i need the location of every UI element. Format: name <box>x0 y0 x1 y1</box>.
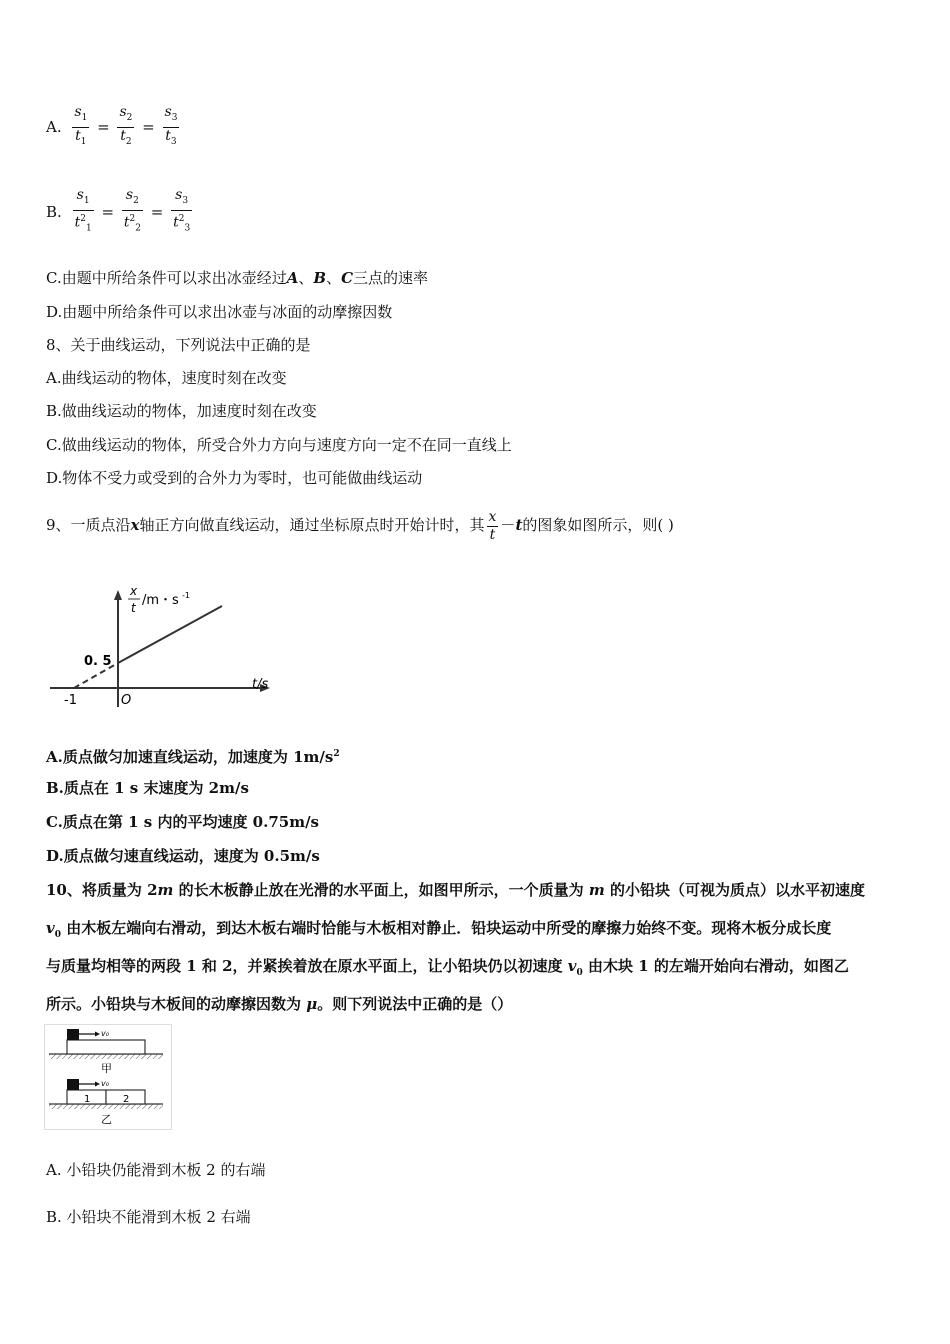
origin-label: O <box>121 693 132 708</box>
y-label-den: t <box>131 601 136 615</box>
q7-option-d: D.由题中所给条件可以求出冰壶与冰面的动摩擦因数 <box>46 303 393 321</box>
q10-option-a: A. 小铅块仍能滑到木板 2 的右端 <box>46 1161 266 1179</box>
arrow-icon-yi <box>95 1082 100 1087</box>
q10-stem-line4: 所示。小铅块与木板间的动摩擦因数为 μ。则下列说法中正确的是（） <box>46 995 513 1013</box>
fraction-s1-t1: $\frac{s_1}{t_1}$ <box>74 104 88 147</box>
q8-option-d: D.物体不受力或受到的合外力为零时，也可能做曲线运动 <box>46 469 423 487</box>
q10-option-b: B. 小铅块不能滑到木板 2 右端 <box>46 1208 251 1226</box>
fraction-s3-t3sq: $\frac{s_3}{t^2_3}$ <box>173 187 191 234</box>
q9-xt-graph <box>44 582 284 712</box>
y-label-unit: /m・s <box>142 593 179 608</box>
y-label-exp: -1 <box>182 591 190 600</box>
lead-block-jia <box>67 1029 79 1040</box>
ground-yi <box>49 1104 163 1109</box>
x-intercept-label: -1 <box>64 693 77 708</box>
q7-option-b: B. $\frac{s_1}{t^2_1}$ = $\frac{s_2}{t^2_2}$ = $\frac{s_3}{t^2_3}$ <box>46 187 194 237</box>
q10-stem-line2: $v_0$ 由木板左端向右滑动，到达木板右端时恰能与木板相对静止．铅块运动中所受的摩擦力始终不变。现将木板分成长度 <box>46 919 832 940</box>
board-2-label: 2 <box>123 1094 130 1105</box>
q9-option-b: B.质点在 1 s 末速度为 2m/s <box>46 779 249 797</box>
q8-option-a: A.曲线运动的物体，速度时刻在改变 <box>46 369 287 387</box>
option-label: A. <box>46 118 62 137</box>
q7-option-c: C.由题中所给条件可以求出冰壶经过A、B、C三点的速率 <box>46 269 429 287</box>
q10-stem-line1: 10、将质量为 2m 的长木板静止放在光滑的水平面上，如图甲所示，一个质量为 m 的小铅块（可视为质点）以水平初速度 <box>46 881 865 899</box>
y-label-num: x <box>130 584 138 598</box>
q10-figure-svg <box>45 1025 171 1129</box>
board-jia <box>67 1040 145 1054</box>
q10-figure <box>44 1024 172 1130</box>
x-label: t/s <box>252 677 269 692</box>
option-label: B. <box>46 203 62 222</box>
q8-option-b: B.做曲线运动的物体，加速度时刻在改变 <box>46 402 317 420</box>
y-axis-arrow-icon <box>114 590 122 600</box>
y-intercept-label: 0. 5 <box>84 654 112 669</box>
q7-option-a: A. $\frac{s_1}{t_1}$ = $\frac{s_2}{t_2}$ = $\frac{s_3}{t_3}$ <box>46 104 181 151</box>
q10-stem-line3: 与质量均相等的两段 1 和 2，并紧挨着放在原水平面上，让小铅块仍以初速度 $v_0$ 由木块 1 的左端开始向右滑动，如图乙 <box>46 957 849 978</box>
q9-option-c: C.质点在第 1 s 内的平均速度 0.75m/s <box>46 813 319 831</box>
v0-label-jia: v₀ <box>101 1029 109 1038</box>
fraction-s1-t1sq: $\frac{s_1}{t^2_1}$ <box>74 187 92 234</box>
fraction-s2-t2: $\frac{s_2}{t_2}$ <box>119 104 133 147</box>
v0-label-yi: v₀ <box>101 1079 109 1088</box>
label-yi: 乙 <box>101 1113 112 1126</box>
q9-option-a: A.质点做匀加速直线运动，加速度为 $1m/s^2$ <box>46 748 340 766</box>
label-jia: 甲 <box>101 1062 112 1075</box>
ground-jia <box>49 1054 163 1059</box>
fraction-s2-t2sq: $\frac{s_2}{t^2_2}$ <box>123 187 141 234</box>
board-1-label: 1 <box>84 1094 91 1105</box>
q8-option-c: C.做曲线运动的物体，所受合外力方向与速度方向一定不在同一直线上 <box>46 436 512 454</box>
arrow-icon-jia <box>95 1032 100 1037</box>
q9-option-d: D.质点做匀速直线运动，速度为 0.5m/s <box>46 847 320 865</box>
lead-block-yi <box>67 1079 79 1090</box>
fraction-s3-t3: $\frac{s_3}{t_3}$ <box>164 104 178 147</box>
q8-stem: 8、关于曲线运动，下列说法中正确的是 <box>46 336 311 354</box>
fraction-x-over-t: $\frac{x}{t}$ <box>488 508 497 543</box>
q9-stem: 9、一质点沿x轴正方向做直线运动，通过坐标原点时开始计时，其 $\frac{x}{t}$ －t的图象如图所示，则( ) <box>46 508 674 543</box>
